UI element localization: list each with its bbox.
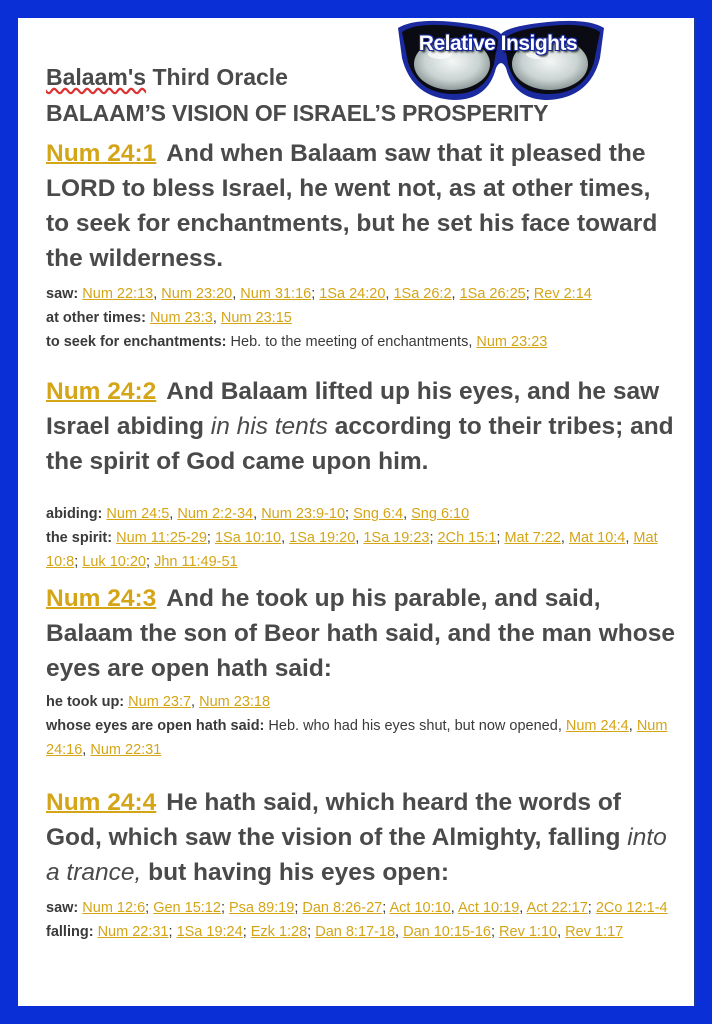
verse-2-text-b: according to their tribes; and the spirit of God came upon him.: [46, 413, 674, 475]
cross-reference-link[interactable]: Mat 10:4: [568, 530, 626, 546]
cross-reference-line: falling: Num 22:31; 1Sa 19:24; Ezk 1:28; Dan 8:17-18, Dan 10:15-16; Rev 1:10, Rev 1:17: [46, 924, 624, 940]
cross-reference-link[interactable]: Num 22:31: [97, 924, 169, 940]
verse-1-notes: [46, 282, 676, 354]
title-rest: Third Oracle: [146, 64, 288, 90]
cross-reference-link[interactable]: Num 22:13: [82, 286, 154, 302]
cross-reference-label: saw:: [46, 286, 79, 302]
cross-reference-link[interactable]: Rev 1:10: [499, 924, 558, 940]
cross-reference-link[interactable]: 1Sa 19:23: [363, 530, 430, 546]
cross-reference-label: to seek for enchantments:: [46, 334, 227, 350]
verse-4: [46, 785, 676, 890]
verse-1-text: And when Balaam saw that it pleased the LORD to bless Israel, he went not, as at other times, to seek for enchantments, but he set his face toward the wilderness.: [46, 140, 658, 272]
verse-4-ref-link[interactable]: Num 24:4: [46, 789, 157, 816]
cross-reference-link[interactable]: Rev 1:17: [565, 924, 624, 940]
cross-reference-note: Heb. to the meeting of enchantments,: [230, 334, 473, 350]
verse-3-notes: [46, 690, 676, 762]
cross-reference-note: Heb. who had his eyes shut, but now opened,: [268, 718, 562, 734]
document-page: [18, 18, 696, 1006]
verse-4-text-b: but having his eyes open:: [148, 859, 450, 886]
cross-reference-link[interactable]: Num 23:20: [161, 286, 233, 302]
cross-reference-link[interactable]: Act 10:10: [389, 900, 451, 916]
cross-reference-link[interactable]: Jhn 11:49-51: [154, 554, 238, 570]
cross-reference-link[interactable]: Sng 6:4: [353, 506, 404, 522]
cross-reference-link[interactable]: Num 31:16: [240, 286, 312, 302]
logo-text: Relative Insights: [418, 32, 578, 55]
verse-4-notes: [46, 896, 676, 944]
relative-insights-logo: [394, 18, 608, 104]
cross-reference-line: at other times: Num 23:3, Num 23:15: [46, 310, 292, 326]
cross-reference-link[interactable]: Num 11:25-29: [116, 530, 207, 546]
cross-reference-line: [46, 330, 676, 354]
cross-reference-label: abiding:: [46, 506, 103, 522]
title-word: Balaam's: [46, 64, 147, 90]
cross-reference-link[interactable]: Sng 6:10: [411, 506, 470, 522]
cross-reference-label: he took up:: [46, 694, 125, 710]
verse-3: [46, 581, 676, 686]
cross-reference-line: the spirit: Num 11:25-29; 1Sa 10:10, 1Sa 19:20, 1Sa 19:23; 2Ch 15:1; Mat 7:22, Mat 10:4, Mat 10:8; Luk 10:20; Jhn 11:49-51: [46, 530, 658, 570]
verse-1: [46, 136, 676, 276]
cross-reference-link[interactable]: Rev 2:14: [533, 286, 592, 302]
cross-reference-line: saw: Num 12:6; Gen 15:12; Psa 89:19; Dan 8:26-27; Act 10:10, Act 10:19, Act 22:17; 2Co 12:1-4: [46, 900, 668, 916]
cross-reference-link[interactable]: Gen 15:12: [153, 900, 221, 916]
cross-reference-line: he took up: Num 23:7, Num 23:18: [46, 694, 271, 710]
cross-reference-link[interactable]: Act 10:19: [458, 900, 520, 916]
cross-reference-link[interactable]: 1Sa 19:20: [289, 530, 356, 546]
cross-reference-link[interactable]: Num 22:31: [90, 742, 162, 758]
cross-reference-link[interactable]: Num 23:18: [199, 694, 271, 710]
cross-reference-line: whose eyes are open hath said: Heb. who had his eyes shut, but now opened, Num 24:4, Num 24:16, Num 22:31: [46, 718, 668, 758]
cross-reference-link[interactable]: Dan 10:15-16: [403, 924, 491, 940]
verse-3-text: And he took up his parable, and said, Balaam the son of Beor hath said, and the man whose eyes are open hath said:: [46, 585, 675, 682]
cross-reference-link[interactable]: Num 23:7: [128, 694, 192, 710]
page-title: [46, 62, 288, 92]
cross-reference-link[interactable]: Num 23:3: [149, 310, 213, 326]
cross-reference-link[interactable]: Dan 8:17-18: [315, 924, 396, 940]
cross-reference-label: at other times:: [46, 310, 146, 326]
cross-reference-link[interactable]: 1Sa 26:2: [393, 286, 452, 302]
verse-2-ref-link[interactable]: Num 24:2: [46, 378, 157, 405]
cross-reference-link[interactable]: Luk 10:20: [82, 554, 146, 570]
cross-reference-line: saw: Num 22:13, Num 23:20, Num 31:16; 1Sa 24:20, 1Sa 26:2, 1Sa 26:25; Rev 2:14: [46, 286, 592, 302]
cross-reference-link[interactable]: Psa 89:19: [229, 900, 295, 916]
verse-1-ref-link[interactable]: Num 24:1: [46, 140, 157, 167]
cross-reference-link[interactable]: 1Sa 10:10: [214, 530, 282, 546]
cross-reference-link[interactable]: Dan 8:26-27: [302, 900, 383, 916]
verse-2: [46, 374, 676, 479]
verse-2-text-a: And Balaam lifted up his eyes, and he saw Israel abiding: [46, 378, 660, 440]
cross-reference-link[interactable]: Num 23:9-10: [261, 506, 346, 522]
cross-reference-link[interactable]: 2Ch 15:1: [437, 530, 497, 546]
cross-reference-link[interactable]: 1Sa 26:25: [459, 286, 526, 302]
cross-reference-link[interactable]: Num 12:6: [82, 900, 146, 916]
verse-2-notes: [46, 502, 676, 574]
cross-reference-link[interactable]: Num 24:16: [46, 718, 668, 758]
cross-reference-link[interactable]: 2Co 12:1-4: [595, 900, 668, 916]
cross-reference-link[interactable]: 1Sa 19:24: [176, 924, 243, 940]
cross-reference-link[interactable]: Num 23:15: [220, 310, 292, 326]
verse-4-text-a: He hath said, which heard the words of God, which saw the vision of the Almighty, falling: [46, 789, 621, 851]
cross-reference-link[interactable]: Mat 10:8: [46, 530, 658, 570]
cross-reference-link[interactable]: Num 23:23: [476, 334, 548, 350]
verse-4-text-italic: into a trance,: [46, 824, 667, 886]
verse-3-ref-link[interactable]: Num 24:3: [46, 585, 157, 612]
cross-reference-link[interactable]: Mat 7:22: [504, 530, 561, 546]
cross-reference-label: falling:: [46, 924, 94, 940]
glasses-icon: [394, 18, 608, 104]
cross-reference-line: abiding: Num 24:5, Num 2:2-34, Num 23:9-10; Sng 6:4, Sng 6:10: [46, 506, 470, 522]
cross-reference-label: whose eyes are open hath said:: [46, 718, 265, 734]
cross-reference-link[interactable]: 1Sa 24:20: [319, 286, 386, 302]
section-heading: BALAAM’S VISION OF ISRAEL’S PROSPERITY: [46, 100, 549, 126]
cross-reference-link[interactable]: Num 24:5: [106, 506, 170, 522]
cross-reference-label: the spirit:: [46, 530, 113, 546]
cross-reference-link[interactable]: Ezk 1:28: [250, 924, 308, 940]
cross-reference-link[interactable]: Num 24:4: [565, 718, 629, 734]
verse-2-text-italic: in his tents: [210, 413, 328, 440]
cross-reference-link[interactable]: Num 2:2-34: [177, 506, 254, 522]
cross-reference-link[interactable]: Act 22:17: [526, 900, 588, 916]
cross-reference-label: saw:: [46, 900, 79, 916]
